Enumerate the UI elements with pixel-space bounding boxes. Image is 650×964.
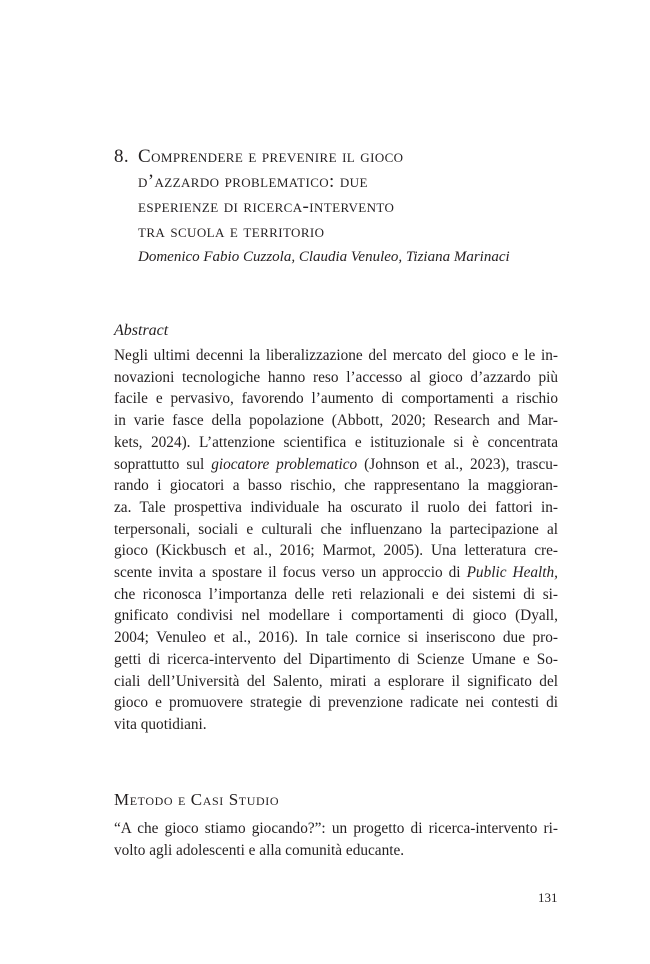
abstract-emphasis: giocatore problematico (211, 455, 358, 473)
abstract-line: 2004; Venuleo et al., 2016). In tale cornice si inseriscono due pro- (114, 629, 558, 647)
abstract-line: ciali dell’Università del Salento, mirati a esplorare il significato del (114, 672, 558, 690)
abstract-text: soprattutto sul (114, 455, 205, 473)
chapter-title (114, 144, 554, 244)
abstract-text: scente invita a spostare il focus verso un approccio di (114, 564, 461, 582)
abstract-line: getti di ricerca-intervento del Dipartimento di Scienze Umane e So- (114, 650, 558, 668)
abstract-line (114, 454, 558, 476)
chapter-title-line: Comprendere e prevenire il gioco (138, 146, 404, 167)
abstract-line: gioco e promuovere strategie di prevenzione radicate nei contesti di (114, 694, 558, 712)
abstract-line: rando i giocatori a basso rischio, che rappresentano la maggioran- (114, 477, 558, 495)
page-number: 131 (538, 890, 558, 905)
abstract-line (114, 562, 558, 584)
abstract-line: za. Tale prospettiva individuale ha oscurato il ruolo dei fattori in- (114, 498, 558, 516)
abstract-line: gnificato condivisi nel modellare i comportamenti di gioco (Dyall, (114, 607, 558, 625)
section-line: volto agli adolescenti e alla comunità educante. (114, 841, 405, 859)
chapter-title-line: d’azzardo problematico: due (138, 171, 368, 192)
abstract-line: kets, 2024). L’attenzione scientifica e istituzionale si è concentrata (114, 433, 558, 451)
abstract-line: facile e pervasivo, favorendo l’aumento di comportamenti a rischio (114, 390, 558, 408)
chapter-number: 8. (114, 146, 130, 167)
abstract-heading: Abstract (114, 322, 169, 339)
abstract-line: gioco (Kickbusch et al., 2016; Marmot, 2005). Una letteratura cre- (114, 542, 558, 560)
abstract-text: (Johnson et al., 2023), trascu- (364, 455, 559, 473)
chapter-title-line: esperienze di ricerca-intervento (138, 196, 395, 217)
abstract-emphasis: Public Health, (466, 564, 558, 582)
abstract-line: in varie fasce della popolazione (Abbott, 2020; Research and Mar- (114, 412, 558, 430)
abstract-line: terpersonali, sociali e culturali che influenzano la partecipazione al (114, 520, 558, 538)
abstract-line: novazioni tecnologiche hanno reso l’accesso al gioco d’azzardo più (114, 368, 558, 386)
abstract-line: vita quotidiani. (114, 715, 207, 733)
section-body (114, 818, 558, 861)
chapter-authors: Domenico Fabio Cuzzola, Claudia Venuleo, Tiziana Marinaci (138, 249, 510, 265)
chapter-header (114, 144, 554, 267)
abstract-body (114, 345, 558, 736)
abstract-line: Negli ultimi decenni la liberalizzazione del mercato del gioco e le in- (114, 347, 558, 364)
section-heading: Metodo e Casi Studio (114, 790, 280, 809)
chapter-title-line: tra scuola e territorio (138, 221, 325, 242)
chapter-title-lines (138, 144, 403, 244)
abstract-line: che riconosca l’importanza delle reti relazionali e dei sistemi di si- (114, 585, 558, 603)
section-line: “A che gioco stiamo giocando?”: un progetto di ricerca-intervento ri- (114, 820, 558, 837)
